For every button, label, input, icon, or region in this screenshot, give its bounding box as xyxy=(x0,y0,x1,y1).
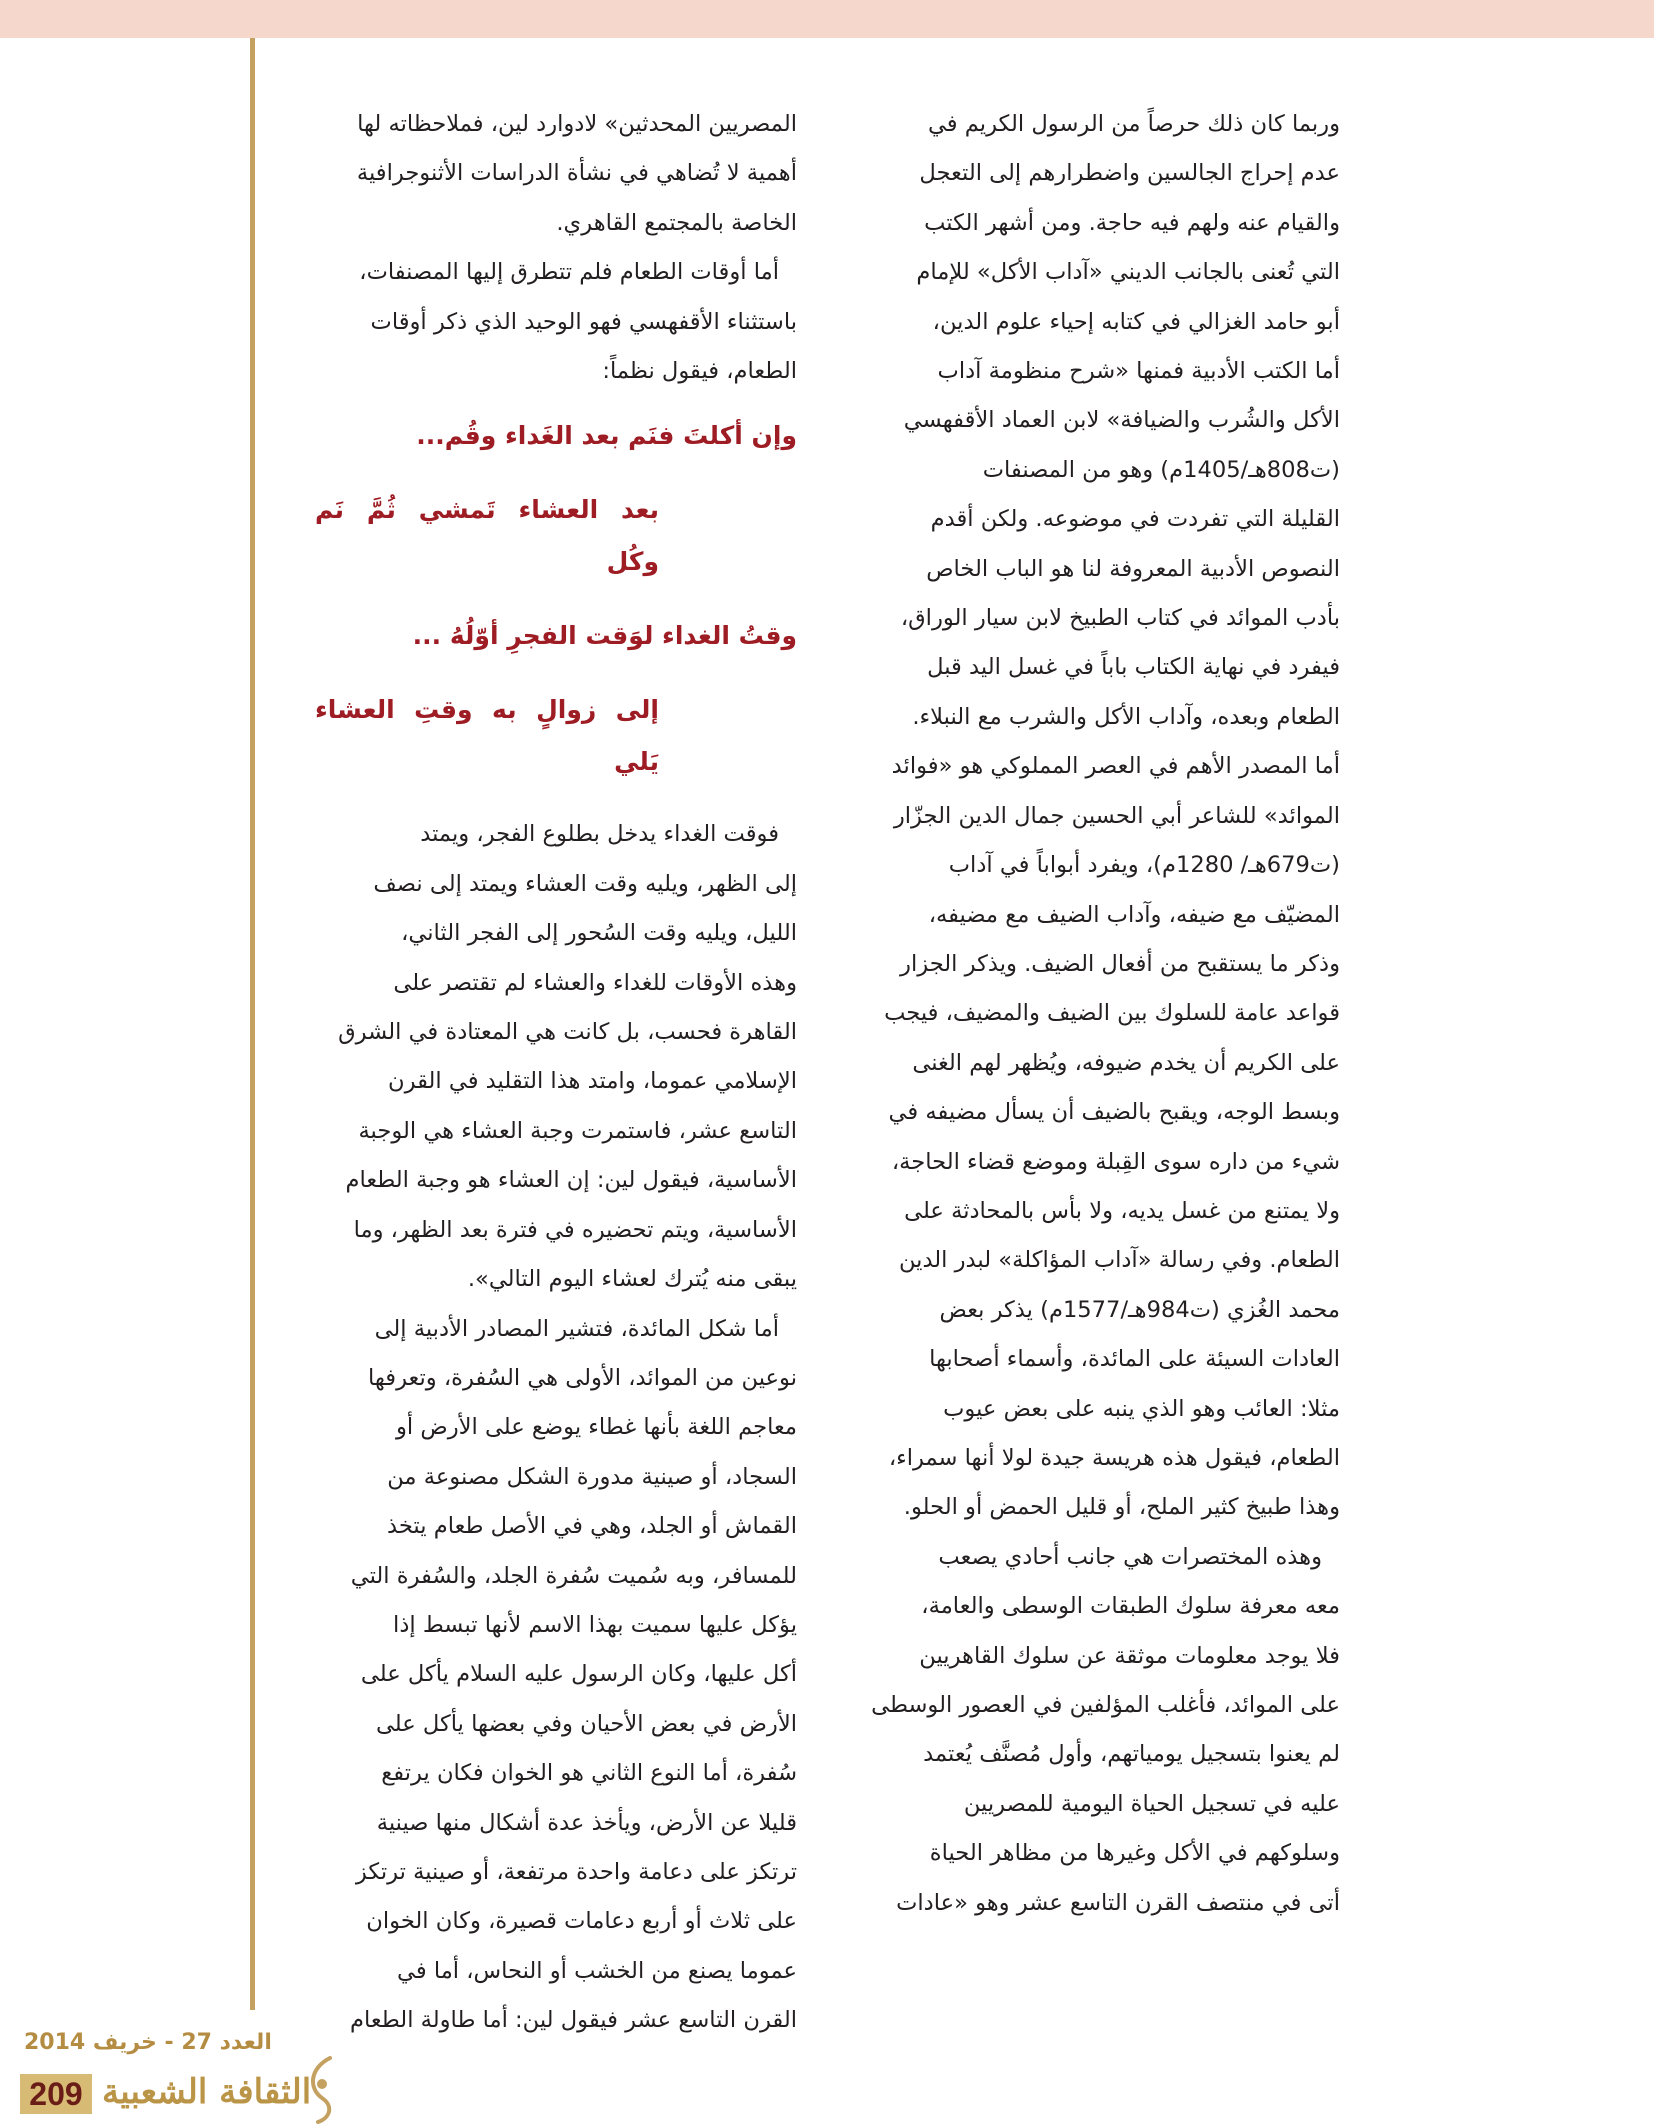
text-line: عموما يصنع من الخشب أو النحاس، أما في xyxy=(397,1957,797,1984)
text-line: أتى في منتصف القرن التاسع عشر وهو «عادات xyxy=(896,1889,1340,1916)
text-line: فلا يوجد معلومات موثقة عن سلوك القاهريين xyxy=(919,1642,1340,1669)
text-line: على الموائد، فأغلب المؤلفين في العصور الوسطى xyxy=(871,1692,1340,1718)
text-line: وهذا طبيخ كثير الملح، أو قليل الحمض أو الحلو. xyxy=(903,1494,1340,1521)
text-line: عليه في تسجيل الحياة اليومية للمصريين xyxy=(963,1790,1340,1817)
poem-verse: إلى زوالٍ به وقتِ العشاء يَلي xyxy=(315,695,659,777)
text-line: وذكر ما يستقبح من أفعال الضيف. ويذكر الجزار xyxy=(900,950,1340,977)
text-line: أما الكتب الأدبية فمنها «شرح منظومة آداب xyxy=(937,358,1340,385)
text-line: أما أوقات الطعام فلم تتطرق إليها المصنفات، xyxy=(359,259,779,286)
text-line: السجاد، أو صينية مدورة الشكل مصنوعة من xyxy=(387,1463,797,1490)
text-line: مثلا: العائب وهو الذي ينبه على بعض عيوب xyxy=(943,1395,1340,1422)
text-line: أما شكل المائدة، فتشير المصادر الأدبية إلى xyxy=(374,1315,779,1342)
text-line: على ثلاث أو أربع دعامات قصيرة، وكان الخوان xyxy=(366,1908,797,1935)
text-line: أكل عليها، وكان الرسول عليه السلام يأكل على xyxy=(360,1661,797,1688)
text-line: الليل، ويليه وقت السُحور إلى الفجر الثاني، xyxy=(401,920,797,947)
text-line: يؤكل عليها سميت بهذا الاسم لأنها تبسط إذا xyxy=(393,1611,797,1638)
text-line: الموائد» للشاعر أبي الحسين جمال الدين الجزّار xyxy=(893,802,1340,829)
text-line: القاهرة فحسب، بل كانت هي المعتادة في الشرق xyxy=(338,1019,797,1046)
text-line: العادات السيئة على المائدة، وأسماء أصحابها xyxy=(929,1346,1340,1373)
text-line: معه معرفة سلوك الطبقات الوسطى والعامة، xyxy=(921,1593,1340,1620)
text-line: وسلوكهم في الأكل وغيرها من مظاهر الحياة xyxy=(929,1840,1340,1867)
body-paragraphs xyxy=(315,810,797,2045)
text-line: قليلا عن الأرض، ويأخذ عدة أشكال منها صينية xyxy=(376,1809,797,1836)
text-line: المضيّف مع ضيفه، وآداب الضيف مع مضيفه، xyxy=(928,901,1340,928)
text-line: التاسع عشر، فاستمرت وجبة العشاء هي الوجبة xyxy=(358,1117,797,1144)
text-line: فيفرد في نهاية الكتاب باباً في غسل اليد قبل xyxy=(927,654,1340,681)
text-line: الطعام، فيقول هذه هريسة جيدة لولا أنها سمراء، xyxy=(888,1444,1340,1471)
text-line: وبسط الوجه، ويقبح بالضيف أن يسأل مضيفه في xyxy=(888,1099,1340,1126)
poem-verse: وقتُ الغداء لوَقت الفجرِ أوّلُهُ ... xyxy=(412,621,797,651)
text-line: القرن التاسع عشر فيقول لين: أما طاولة الطعام xyxy=(350,2007,797,2034)
text-line: للمسافر، وبه سُميت سُفرة الجلد، والسُفرة التي xyxy=(350,1562,797,1589)
text-line: فوقت الغداء يدخل بطلوع الفجر، ويمتد xyxy=(420,821,779,848)
text-line: النصوص الأدبية المعروفة لنا هو الباب الخاص xyxy=(926,555,1340,582)
text-line: إلى الظهر، ويليه وقت العشاء ويمتد إلى نصف xyxy=(373,870,797,897)
text-line: وربما كان ذلك حرصاً من الرسول الكريم في xyxy=(927,111,1340,137)
poem-verse: بعد العشاء تَمشي ثُمَّ نَم وكُل xyxy=(315,495,659,577)
text-line: الخاصة بالمجتمع القاهري. xyxy=(556,209,797,236)
text-line: سُفرة، أما النوع الثاني هو الخوان فكان يرتفع xyxy=(381,1760,797,1787)
text-line: باستثناء الأقفهسي فهو الوحيد الذي ذكر أوقات xyxy=(370,308,797,335)
text-line: القماش أو الجلد، وهي في الأصل طعام يتخذ xyxy=(386,1513,797,1540)
text-line: ترتكز على دعامة واحدة مرتفعة، أو صينية ترتكز xyxy=(355,1858,797,1885)
text-line: وهذه المختصرات هي جانب أحادي يصعب xyxy=(938,1543,1322,1570)
right-text-column xyxy=(865,100,1340,1928)
text-line: ولا يمتنع من غسل يديه، ولا بأس بالمحادثة على xyxy=(904,1197,1340,1224)
magazine-logo-text: الثقافة الشعبية xyxy=(102,2072,312,2112)
left-text-column xyxy=(315,100,797,2046)
text-line: أما المصدر الأهم في العصر المملوكي هو «فوائد xyxy=(891,753,1340,780)
text-line: عدم إحراج الجالسين واضطرارهم إلى التعجل xyxy=(919,160,1340,187)
text-line: (ت808هـ/1405م) وهو من المصنفات xyxy=(982,456,1340,483)
magazine-emblem-icon xyxy=(300,2054,344,2124)
text-line: لم يعنوا بتسجيل يومياتهم، وأول مُصنَّف يُعتمد xyxy=(923,1741,1340,1768)
text-line: يبقى منه يُترك لعشاء اليوم التالي». xyxy=(467,1266,797,1293)
text-line: نوعين من الموائد، الأولى هي السُفرة، وتعرفها xyxy=(367,1364,797,1391)
text-line: بأدب الموائد في كتاب الطبيخ لابن سيار الوراق، xyxy=(900,605,1340,632)
text-line: أبو حامد الغزالي في كتابه إحياء علوم الدين، xyxy=(932,308,1340,335)
text-line: والقيام عنه ولهم فيه حاجة. ومن أشهر الكتب xyxy=(924,209,1340,236)
poem-verse: وإن أكلتَ فنَم بعد الغَداء وقُم... xyxy=(416,421,797,451)
text-line: الإسلامي عموما، وامتد هذا التقليد في القرن xyxy=(388,1068,797,1095)
text-line: شيء من داره سوى القِبلة وموضع قضاء الحاجة، xyxy=(891,1148,1340,1175)
text-line: الأرض في بعض الأحيان وفي بعضها يأكل على xyxy=(375,1710,797,1737)
text-line: قواعد عامة للسلوك بين الضيف والمضيف، فيجب xyxy=(884,1000,1340,1027)
text-line: أهمية لا تُضاهي في نشأة الدراسات الأثنوجرافية xyxy=(356,160,797,187)
text-line: محمد الغُزي (ت984هـ/1577م) يذكر بعض xyxy=(939,1296,1340,1323)
text-line: الأساسية، ويتم تحضيره في فترة بعد الظهر، وما xyxy=(353,1216,797,1243)
text-line: معاجم اللغة بأنها غطاء يوضع على الأرض أو xyxy=(396,1414,797,1441)
text-line: الأساسية، فيقول لين: إن العشاء هو وجبة الطعام xyxy=(345,1167,797,1194)
text-line: الطعام وبعده، وآداب الأكل والشرب مع النبلاء. xyxy=(912,703,1340,730)
top-color-band xyxy=(0,0,1654,38)
page-number: 209 xyxy=(20,2074,92,2114)
text-line: الطعام، فيقول نظماً: xyxy=(602,358,797,385)
text-line: الطعام. وفي رسالة «آداب المؤاكلة» لبدر الدين xyxy=(898,1247,1340,1274)
text-line: المصريين المحدثين» لادوارد لين، فملاحظاته لها xyxy=(357,111,797,137)
text-line: الأكل والشُرب والضيافة» لابن العماد الأقفهسي xyxy=(903,407,1340,434)
gold-vertical-rule xyxy=(250,38,255,2010)
text-line: التي تُعنى بالجانب الديني «آداب الأكل» للإمام xyxy=(916,259,1340,286)
issue-label: العدد 27 - خريف 2014 xyxy=(24,2030,272,2055)
text-line: (ت679هـ/ 1280م)، ويفرد أبواباً في آداب xyxy=(948,852,1340,879)
text-line: وهذه الأوقات للغداء والعشاء لم تقتصر على xyxy=(393,969,797,996)
text-line: على الكريم أن يخدم ضيوفه، ويُظهر لهم الغنى xyxy=(912,1049,1340,1076)
text-line: القليلة التي تفردت في موضوعه. ولكن أقدم xyxy=(930,506,1340,533)
